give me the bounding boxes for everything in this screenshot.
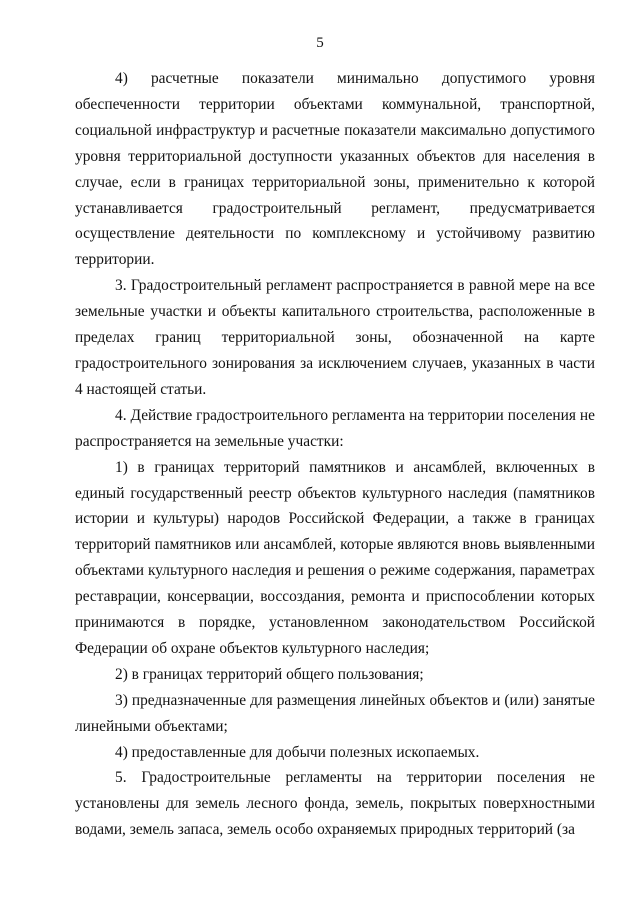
paragraph-3-regulation-scope: 3. Градостроительный регламент распространяется в равной мере на все земельные участки и объекты капитального строительства, расположенные в пределах границ территориальной зоны, обозначенной на карте градостроительного зонирования за исключением случаев, указанных в части 4 настоящей статьи. [75,277,595,398]
paragraph-item-4-indicators: 4) расчетные показатели минимально допустимого уровня обеспеченности территории объектами коммунальной, транспортной, социальной инфраструктур и расчетные показатели максимально допустимого уровня территориальной доступности указанных объектов для населения в случае, если в границах территориальной зоны, применительно к которой устанавливается градостроительный регламент, предусматривается осуществление деятельности по комплексному и устойчивому развитию территории. [75,70,595,269]
paragraph-exclusion-4-minerals: 4) предоставленные для добычи полезных ископаемых. [115,743,480,761]
paragraph-5-not-established: 5. Градостроительные регламенты на территории поселения не установлены для земель лесного фонда, земель, покрытых поверхностными водами, земель запаса, земель особо охраняемых природных территорий (за [75,769,595,839]
paragraph-4-exclusions-intro: 4. Действие градостроительного регламента на территории поселения не распространяется на земельные участки: [75,406,595,450]
paragraph-exclusion-1-heritage: 1) в границах территорий памятников и ансамблей, включенных в единый государственный реестр объектов культурного наследия (памятников истории и культуры) народов Российской Федерации, а также в границах территорий памятников или ансамблей, которые являются вновь выявленными объектами культурного наследия и решения о режиме содержания, параметрах реставрации, консервации, воссоздания, ремонта и приспособлении которых принимаются в порядке, установленном законодательством Российской Федерации об охране объектов культурного наследия; [75,458,595,657]
page-number: 5 [316,35,324,51]
paragraph-exclusion-2-public-use: 2) в границах территорий общего пользования; [115,665,424,683]
paragraph-exclusion-3-linear-objects: 3) предназначенные для размещения линейных объектов и (или) занятые линейными объектами; [75,691,595,735]
document-body [75,66,595,843]
